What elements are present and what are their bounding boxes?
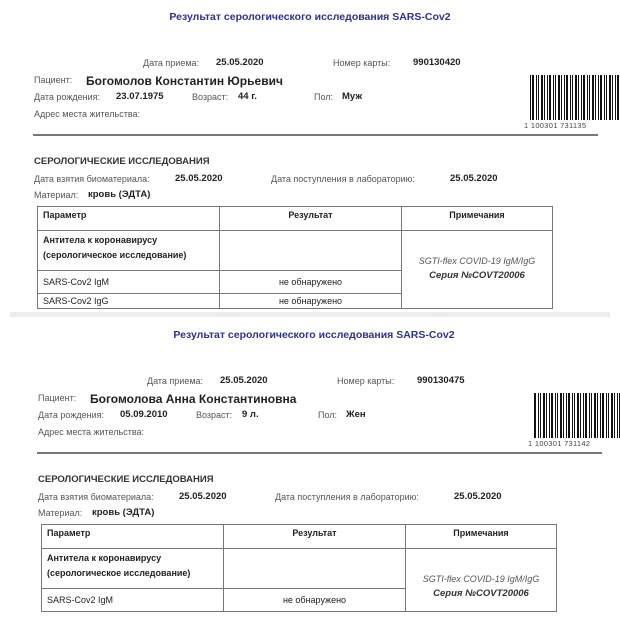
barcode-bar	[591, 393, 592, 438]
group-result-cell	[220, 231, 402, 271]
table-header-row	[42, 525, 557, 549]
barcode-bar	[585, 393, 587, 438]
group-cell: Антитела к коронавирусу (серологическое исследование)	[38, 231, 220, 271]
barcode-bar	[617, 393, 618, 438]
barcode-bar	[530, 75, 531, 120]
barcode-bar	[574, 393, 575, 438]
barcode-bar	[615, 75, 616, 120]
patient-name: Богомолова Анна Константиновна	[90, 392, 297, 406]
lab-report-1	[0, 0, 620, 306]
section-title: СЕРОЛОГИЧЕСКИЕ ИССЛЕДОВАНИЯ	[38, 474, 214, 485]
barcode-number: 1 100301 731142	[528, 439, 591, 448]
divider	[33, 134, 598, 136]
birth-date: 23.07.1975	[116, 91, 164, 102]
barcode-bar	[614, 393, 615, 438]
sample-date-label: Дата взятия биоматериала:	[38, 492, 154, 502]
barcode-bar	[546, 393, 547, 438]
sample-date: 25.05.2020	[179, 491, 227, 502]
barcode-bar	[597, 393, 598, 438]
material-label: Материал:	[38, 508, 83, 518]
barcode-bar	[540, 393, 541, 438]
barcode-bar	[612, 75, 613, 120]
barcode-bar	[589, 393, 590, 438]
barcode-bar	[551, 393, 553, 438]
header-notes: Примечания	[406, 525, 557, 549]
birth-label: Дата рождения:	[34, 92, 100, 102]
barcode-bar	[560, 393, 562, 438]
header-notes: Примечания	[402, 207, 553, 231]
barcode-bar	[547, 75, 548, 120]
divider	[37, 452, 602, 454]
card-number: 990130475	[417, 375, 465, 386]
lab-date-label: Дата поступления в лабораторию:	[275, 492, 419, 502]
reception-label: Дата приема:	[147, 376, 204, 386]
group-cell: Антитела к коронавирусу (серологическое исследование)	[42, 549, 224, 589]
barcode-bar	[583, 75, 585, 120]
lab-report-2	[0, 318, 620, 618]
barcode-bar	[606, 75, 607, 120]
param-cell: SARS-Cov2 IgG	[38, 294, 220, 309]
sex-value: Жен	[346, 409, 366, 420]
barcode-bar	[544, 75, 545, 120]
barcode-bar	[595, 75, 596, 120]
patient-label: Пациент:	[34, 75, 73, 85]
age-label: Возраст:	[192, 92, 229, 102]
material-value: кровь (ЭДТА)	[92, 507, 155, 518]
barcode-bar	[617, 75, 619, 120]
report-title: Результат серологического исследования SARS-Cov2	[173, 329, 455, 341]
barcode-bar	[568, 393, 570, 438]
barcode-bar	[575, 75, 577, 120]
result-cell: не обнаружено	[220, 271, 402, 294]
birth-label: Дата рождения:	[38, 410, 104, 420]
sample-date-label: Дата взятия биоматериала:	[34, 174, 150, 184]
barcode-number: 1 100301 731135	[524, 121, 587, 130]
report-title: Результат серологического исследования SARS-Cov2	[169, 11, 451, 23]
result-cell: не обнаружено	[224, 589, 406, 612]
section-title: СЕРОЛОГИЧЕСКИЕ ИССЛЕДОВАНИЯ	[34, 156, 210, 167]
barcode-bar	[553, 75, 554, 120]
barcode-bar	[538, 393, 539, 438]
address-label: Адрес места жительства:	[34, 109, 141, 119]
barcode-bar	[581, 75, 582, 120]
birth-date: 05.09.2010	[120, 409, 168, 420]
barcode-bar	[592, 75, 594, 120]
barcode-bar	[611, 393, 613, 438]
reception-label: Дата приема:	[143, 58, 200, 68]
barcode-bar	[604, 75, 605, 120]
header-result: Результат	[220, 207, 402, 231]
barcode-bar	[587, 75, 588, 120]
param-cell: SARS-Cov2 IgM	[42, 589, 224, 612]
barcode-bar	[577, 393, 579, 438]
result-cell: не обнаружено	[220, 294, 402, 309]
sample-date: 25.05.2020	[175, 173, 223, 184]
reception-date: 25.05.2020	[216, 57, 264, 68]
barcode-bar	[557, 393, 558, 438]
barcode-bar	[572, 75, 573, 120]
barcode-bar	[549, 393, 550, 438]
header-result: Результат	[224, 525, 406, 549]
sex-label: Пол:	[314, 92, 334, 102]
header-parameter: Параметр	[38, 207, 220, 231]
barcode-bar	[555, 75, 556, 120]
lab-date: 25.05.2020	[454, 491, 502, 502]
barcode-bar	[566, 393, 567, 438]
barcode-bar	[589, 75, 590, 120]
patient-name: Богомолов Константин Юрьевич	[86, 74, 283, 88]
barcode-bar	[606, 393, 607, 438]
barcode-bar	[532, 75, 534, 120]
test-kit-note: SGTI-flex COVID-19 IgM/IgG	[422, 574, 540, 584]
barcode-bar	[549, 75, 551, 120]
material-label: Материал:	[34, 190, 79, 200]
barcode-bar	[578, 75, 579, 120]
barcode-bar	[561, 75, 562, 120]
results-table	[41, 524, 557, 612]
barcode-bar	[600, 393, 601, 438]
barcode-bar	[536, 75, 537, 120]
barcode-bar	[594, 393, 596, 438]
lab-date-label: Дата поступления в лабораторию:	[271, 174, 415, 184]
age-label: Возраст:	[196, 410, 233, 420]
barcode-bar	[602, 393, 604, 438]
card-number: 990130420	[413, 57, 461, 68]
results-table	[37, 206, 553, 309]
series-number: Серия №COVT20006	[433, 588, 529, 599]
group-result-cell	[224, 549, 406, 589]
barcode	[534, 393, 620, 438]
series-number: Серия №COVT20006	[429, 270, 525, 281]
barcode-bar	[555, 393, 556, 438]
table-header-row	[38, 207, 553, 231]
barcode-bar	[564, 75, 565, 120]
barcode-bar	[543, 393, 545, 438]
table-group-row	[42, 549, 557, 589]
table-group-row	[38, 231, 553, 271]
barcode-bar	[600, 75, 602, 120]
header-parameter: Параметр	[42, 525, 224, 549]
barcode-bar	[570, 75, 571, 120]
barcode-bar	[609, 75, 611, 120]
barcode-bar	[572, 393, 573, 438]
card-label: Номер карты:	[337, 376, 395, 386]
barcode	[530, 75, 620, 120]
barcode-bar	[580, 393, 581, 438]
param-cell: SARS-Cov2 IgM	[38, 271, 220, 294]
material-value: кровь (ЭДТА)	[88, 189, 151, 200]
barcode-bar	[563, 393, 564, 438]
barcode-bar	[608, 393, 609, 438]
barcode-bar	[541, 75, 543, 120]
card-label: Номер карты:	[333, 58, 391, 68]
barcode-bar	[534, 393, 536, 438]
reception-date: 25.05.2020	[220, 375, 268, 386]
sex-label: Пол:	[318, 410, 338, 420]
barcode-bar	[566, 75, 568, 120]
test-kit-note: SGTI-flex COVID-19 IgM/IgG	[418, 256, 536, 266]
sex-value: Муж	[342, 91, 363, 102]
patient-label: Пациент:	[38, 393, 77, 403]
lab-date: 25.05.2020	[450, 173, 498, 184]
barcode-bar	[598, 75, 599, 120]
age-value: 9 л.	[242, 409, 259, 420]
age-value: 44 г.	[238, 91, 257, 102]
address-label: Адрес места жительства:	[38, 427, 145, 437]
barcode-bar	[558, 75, 560, 120]
barcode-bar	[538, 75, 539, 120]
barcode-bar	[583, 393, 584, 438]
page-separator	[10, 312, 610, 317]
